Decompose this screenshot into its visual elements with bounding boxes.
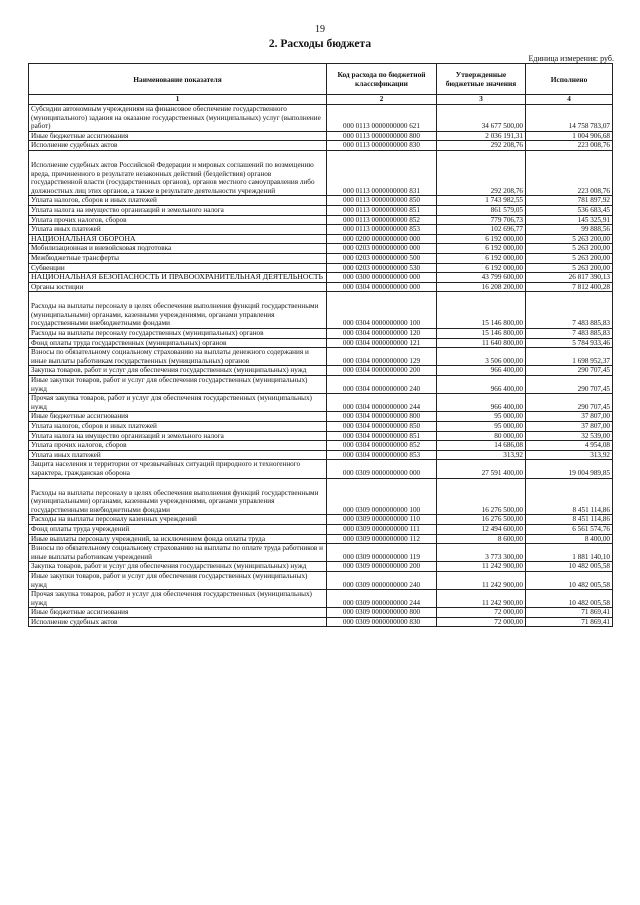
row-executed: 99 888,56 — [526, 225, 613, 235]
row-approved: 966 400,00 — [437, 366, 526, 376]
row-executed: 10 482 005,58 — [526, 571, 613, 589]
row-approved: 6 192 000,00 — [437, 263, 526, 273]
row-executed: 10 482 005,58 — [526, 562, 613, 572]
table-row — [29, 544, 613, 562]
row-executed: 6 561 574,76 — [526, 524, 613, 534]
table-row — [29, 338, 613, 348]
row-code: 000 0309 0000000000 244 — [327, 590, 437, 608]
table-row — [29, 412, 613, 422]
row-approved: 11 242 900,00 — [437, 590, 526, 608]
row-executed: 313,92 — [526, 450, 613, 460]
row-approved: 15 146 800,00 — [437, 292, 526, 329]
row-approved: 27 591 400,00 — [437, 460, 526, 478]
row-code: 000 0113 0000000000 851 — [327, 205, 437, 215]
row-code: 000 0203 0000000000 530 — [327, 263, 437, 273]
row-executed: 10 482 005,58 — [526, 590, 613, 608]
row-name: Иные закупки товаров, работ и услуг для обеспечения государственных (муниципальных) нужд — [29, 376, 327, 394]
row-code: 000 0304 0000000000 121 — [327, 338, 437, 348]
header-executed: Исполнено — [526, 64, 613, 95]
row-executed: 71 869,41 — [526, 608, 613, 618]
row-code: 000 0309 0000000000 000 — [327, 460, 437, 478]
column-number: 1 — [29, 95, 327, 105]
row-code: 000 0203 0000000000 000 — [327, 244, 437, 254]
row-name: Уплата иных платежей — [29, 225, 327, 235]
row-name: Межбюджетные трансферты — [29, 253, 327, 263]
table-row — [29, 562, 613, 572]
row-code: 000 0309 0000000000 240 — [327, 571, 437, 589]
page-number: 19 — [315, 24, 325, 35]
row-approved: 6 192 000,00 — [437, 253, 526, 263]
row-executed: 5 263 200,00 — [526, 234, 613, 244]
row-approved: 11 640 800,00 — [437, 338, 526, 348]
row-code: 000 0304 0000000000 000 — [327, 282, 437, 292]
row-code: 000 0304 0000000000 853 — [327, 450, 437, 460]
column-number: 4 — [526, 95, 613, 105]
row-code: 000 0113 0000000000 853 — [327, 225, 437, 235]
row-executed: 145 325,91 — [526, 215, 613, 225]
table-row — [29, 608, 613, 618]
row-name: Прочая закупка товаров, работ и услуг для обеспечения государственных (муниципальных) нужд — [29, 394, 327, 412]
row-approved: 3 506 000,00 — [437, 348, 526, 366]
row-code: 000 0113 0000000000 830 — [327, 141, 437, 151]
row-approved: 6 192 000,00 — [437, 244, 526, 254]
row-executed: 8 400,00 — [526, 534, 613, 544]
table-row — [29, 571, 613, 589]
row-name: Исполнение судебных актов — [29, 141, 327, 151]
table-row — [29, 253, 613, 263]
row-executed: 1 881 140,10 — [526, 544, 613, 562]
row-executed: 7 483 885,83 — [526, 329, 613, 339]
row-name: НАЦИОНАЛЬНАЯ БЕЗОПАСНОСТЬ И ПРАВООХРАНИТЕЛЬНАЯ ДЕЯТЕЛЬНОСТЬ — [29, 273, 327, 283]
table-row — [29, 590, 613, 608]
row-approved: 95 000,00 — [437, 422, 526, 432]
row-name: Уплата налога на имущество организаций и земельного налога — [29, 205, 327, 215]
table-row — [29, 150, 613, 195]
row-executed: 37 807,00 — [526, 422, 613, 432]
table-row — [29, 215, 613, 225]
row-name: Исполнение судебных актов Российской Федерации и мировых соглашений по возмещению вреда, причиненного в результате незаконных действий (бездействия) органов государственной власти (государственных органов), органов местного самоуправления либо должностных лиц этих органов, а также в результате деятельности учреждений — [29, 150, 327, 195]
row-executed: 4 954,08 — [526, 441, 613, 451]
table-row — [29, 131, 613, 141]
row-approved: 6 192 000,00 — [437, 234, 526, 244]
row-executed: 290 707,45 — [526, 366, 613, 376]
row-code: 000 0200 0000000000 000 — [327, 234, 437, 244]
row-code: 000 0113 0000000000 621 — [327, 105, 437, 132]
row-approved: 779 706,73 — [437, 215, 526, 225]
table-row — [29, 234, 613, 244]
row-name: Расходы на выплаты персоналу в целях обеспечения выполнения функций государственными (муниципальными) органами, казенными учреждениями, органами управления государственными внебюджетными фондами — [29, 292, 327, 329]
row-name: Субсидии автономным учреждениям на финансовое обеспечение государственного (муниципального) задания на оказание государственных (муниципальных) услуг (выполнение работ) — [29, 105, 327, 132]
row-executed: 37 807,00 — [526, 412, 613, 422]
row-executed: 5 784 933,46 — [526, 338, 613, 348]
row-executed: 14 758 783,07 — [526, 105, 613, 132]
table-row — [29, 460, 613, 478]
row-approved: 16 276 500,00 — [437, 515, 526, 525]
row-name: Уплата налогов, сборов и иных платежей — [29, 196, 327, 206]
table-row — [29, 105, 613, 132]
row-executed: 223 008,76 — [526, 150, 613, 195]
row-approved: 966 400,00 — [437, 394, 526, 412]
row-executed: 5 263 200,00 — [526, 253, 613, 263]
row-code: 000 0203 0000000000 500 — [327, 253, 437, 263]
row-name: Уплата налогов, сборов и иных платежей — [29, 422, 327, 432]
row-name: Иные закупки товаров, работ и услуг для обеспечения государственных (муниципальных) нужд — [29, 571, 327, 589]
units-label: Единица измерения: руб. — [528, 54, 614, 63]
row-executed: 26 817 390,13 — [526, 273, 613, 283]
row-name: Уплата иных платежей — [29, 450, 327, 460]
row-name: Исполнение судебных актов — [29, 617, 327, 627]
row-approved: 12 494 600,00 — [437, 524, 526, 534]
row-approved: 80 000,00 — [437, 431, 526, 441]
table-row — [29, 534, 613, 544]
table-row — [29, 515, 613, 525]
row-executed: 1 004 906,68 — [526, 131, 613, 141]
row-approved: 11 242 900,00 — [437, 562, 526, 572]
row-approved: 2 036 191,31 — [437, 131, 526, 141]
header-approved: Утвержденные бюджетные значения — [437, 64, 526, 95]
row-approved: 72 000,00 — [437, 617, 526, 627]
table-header-row — [29, 64, 613, 95]
row-approved: 3 773 300,00 — [437, 544, 526, 562]
row-name: Иные бюджетные ассигнования — [29, 412, 327, 422]
row-code: 000 0309 0000000000 200 — [327, 562, 437, 572]
row-approved: 1 743 982,55 — [437, 196, 526, 206]
row-executed: 7 812 400,28 — [526, 282, 613, 292]
table-row — [29, 422, 613, 432]
row-approved: 95 000,00 — [437, 412, 526, 422]
row-code: 000 0113 0000000000 852 — [327, 215, 437, 225]
row-name: НАЦИОНАЛЬНАЯ ОБОРОНА — [29, 234, 327, 244]
budget-expenses-table — [28, 63, 613, 627]
row-code: 000 0300 0000000000 000 — [327, 273, 437, 283]
row-name: Мобилизационная и вневойсковая подготовка — [29, 244, 327, 254]
column-number-row — [29, 95, 613, 105]
row-code: 000 0309 0000000000 112 — [327, 534, 437, 544]
row-name: Иные бюджетные ассигнования — [29, 131, 327, 141]
row-approved: 14 686,08 — [437, 441, 526, 451]
row-approved: 72 000,00 — [437, 608, 526, 618]
table-row — [29, 225, 613, 235]
row-executed: 5 263 200,00 — [526, 244, 613, 254]
row-name: Расходы на выплаты персоналу в целях обеспечения выполнения функций государственными (муниципальными) органами, казенными учреждениями, органами управления государственными внебюджетными фондами — [29, 478, 327, 515]
row-code: 000 0309 0000000000 830 — [327, 617, 437, 627]
row-name: Уплата прочих налогов, сборов — [29, 441, 327, 451]
row-executed: 8 451 114,86 — [526, 515, 613, 525]
row-approved: 313,92 — [437, 450, 526, 460]
table-row — [29, 244, 613, 254]
row-name: Расходы на выплаты персоналу государственных (муниципальных) органов — [29, 329, 327, 339]
row-approved: 15 146 800,00 — [437, 329, 526, 339]
row-name: Закупка товаров, работ и услуг для обеспечения государственных (муниципальных) нужд — [29, 562, 327, 572]
row-code: 000 0304 0000000000 129 — [327, 348, 437, 366]
table-row — [29, 617, 613, 627]
row-code: 000 0304 0000000000 200 — [327, 366, 437, 376]
table-row — [29, 394, 613, 412]
row-code: 000 0309 0000000000 800 — [327, 608, 437, 618]
row-code: 000 0113 0000000000 850 — [327, 196, 437, 206]
row-code: 000 0304 0000000000 100 — [327, 292, 437, 329]
row-code: 000 0309 0000000000 100 — [327, 478, 437, 515]
row-approved: 43 799 600,00 — [437, 273, 526, 283]
row-name: Прочая закупка товаров, работ и услуг для обеспечения государственных (муниципальных) нужд — [29, 590, 327, 608]
table-row — [29, 450, 613, 460]
table-row — [29, 376, 613, 394]
row-code: 000 0304 0000000000 800 — [327, 412, 437, 422]
row-executed: 19 004 989,85 — [526, 460, 613, 478]
row-code: 000 0304 0000000000 244 — [327, 394, 437, 412]
table-row — [29, 273, 613, 283]
row-approved: 16 276 500,00 — [437, 478, 526, 515]
row-name: Закупка товаров, работ и услуг для обеспечения государственных (муниципальных) нужд — [29, 366, 327, 376]
row-executed: 1 698 952,37 — [526, 348, 613, 366]
row-approved: 16 208 200,00 — [437, 282, 526, 292]
row-code: 000 0304 0000000000 240 — [327, 376, 437, 394]
row-code: 000 0113 0000000000 800 — [327, 131, 437, 141]
row-code: 000 0309 0000000000 110 — [327, 515, 437, 525]
row-code: 000 0309 0000000000 119 — [327, 544, 437, 562]
row-name: Фонд оплаты труда государственных (муниципальных) органов — [29, 338, 327, 348]
row-code: 000 0304 0000000000 851 — [327, 431, 437, 441]
table-row — [29, 366, 613, 376]
table-row — [29, 348, 613, 366]
row-name: Фонд оплаты труда учреждений — [29, 524, 327, 534]
row-name: Взносы по обязательному социальному страхованию на выплаты денежного содержания и иные выплаты работникам государственных (муниципальных) органов — [29, 348, 327, 366]
row-approved: 8 600,00 — [437, 534, 526, 544]
table-row — [29, 524, 613, 534]
row-code: 000 0113 0000000000 831 — [327, 150, 437, 195]
table-body — [29, 105, 613, 627]
row-executed: 290 707,45 — [526, 394, 613, 412]
table-row — [29, 282, 613, 292]
row-executed: 5 263 200,00 — [526, 263, 613, 273]
row-code: 000 0304 0000000000 852 — [327, 441, 437, 451]
row-name: Субвенции — [29, 263, 327, 273]
row-approved: 11 242 900,00 — [437, 571, 526, 589]
table-row — [29, 431, 613, 441]
table-row — [29, 196, 613, 206]
row-approved: 292 208,76 — [437, 141, 526, 151]
row-name: Расходы на выплаты персоналу казенных учреждений — [29, 515, 327, 525]
row-executed: 781 897,92 — [526, 196, 613, 206]
row-executed: 223 008,76 — [526, 141, 613, 151]
row-approved: 292 208,76 — [437, 150, 526, 195]
table-row — [29, 441, 613, 451]
table-row — [29, 329, 613, 339]
row-name: Уплата налога на имущество организаций и земельного налога — [29, 431, 327, 441]
column-number: 3 — [437, 95, 526, 105]
row-name: Защита населения и территории от чрезвычайных ситуаций природного и техногенного характера, гражданская оборона — [29, 460, 327, 478]
row-name: Взносы по обязательному социальному страхованию на выплаты по оплате труда работников и иные выплаты работникам учреждений — [29, 544, 327, 562]
row-name: Уплата прочих налогов, сборов — [29, 215, 327, 225]
table-row — [29, 292, 613, 329]
table-row — [29, 205, 613, 215]
header-name: Наименование показателя — [29, 64, 327, 95]
row-code: 000 0304 0000000000 850 — [327, 422, 437, 432]
row-approved: 102 696,77 — [437, 225, 526, 235]
row-approved: 34 677 500,00 — [437, 105, 526, 132]
row-name: Иные выплаты персоналу учреждений, за исключением фонда оплаты труда — [29, 534, 327, 544]
column-number: 2 — [327, 95, 437, 105]
row-name: Иные бюджетные ассигнования — [29, 608, 327, 618]
row-executed: 536 683,45 — [526, 205, 613, 215]
table-row — [29, 478, 613, 515]
row-executed: 71 869,41 — [526, 617, 613, 627]
row-name: Органы юстиции — [29, 282, 327, 292]
row-code: 000 0304 0000000000 120 — [327, 329, 437, 339]
page-title: 2. Расходы бюджета — [268, 38, 372, 50]
table-row — [29, 141, 613, 151]
row-executed: 7 483 885,83 — [526, 292, 613, 329]
row-approved: 861 579,05 — [437, 205, 526, 215]
row-executed: 290 707,45 — [526, 376, 613, 394]
header-code: Код расхода по бюджетной классификации — [327, 64, 437, 95]
row-executed: 8 451 114,86 — [526, 478, 613, 515]
row-approved: 966 400,00 — [437, 376, 526, 394]
row-executed: 32 539,00 — [526, 431, 613, 441]
row-code: 000 0309 0000000000 111 — [327, 524, 437, 534]
